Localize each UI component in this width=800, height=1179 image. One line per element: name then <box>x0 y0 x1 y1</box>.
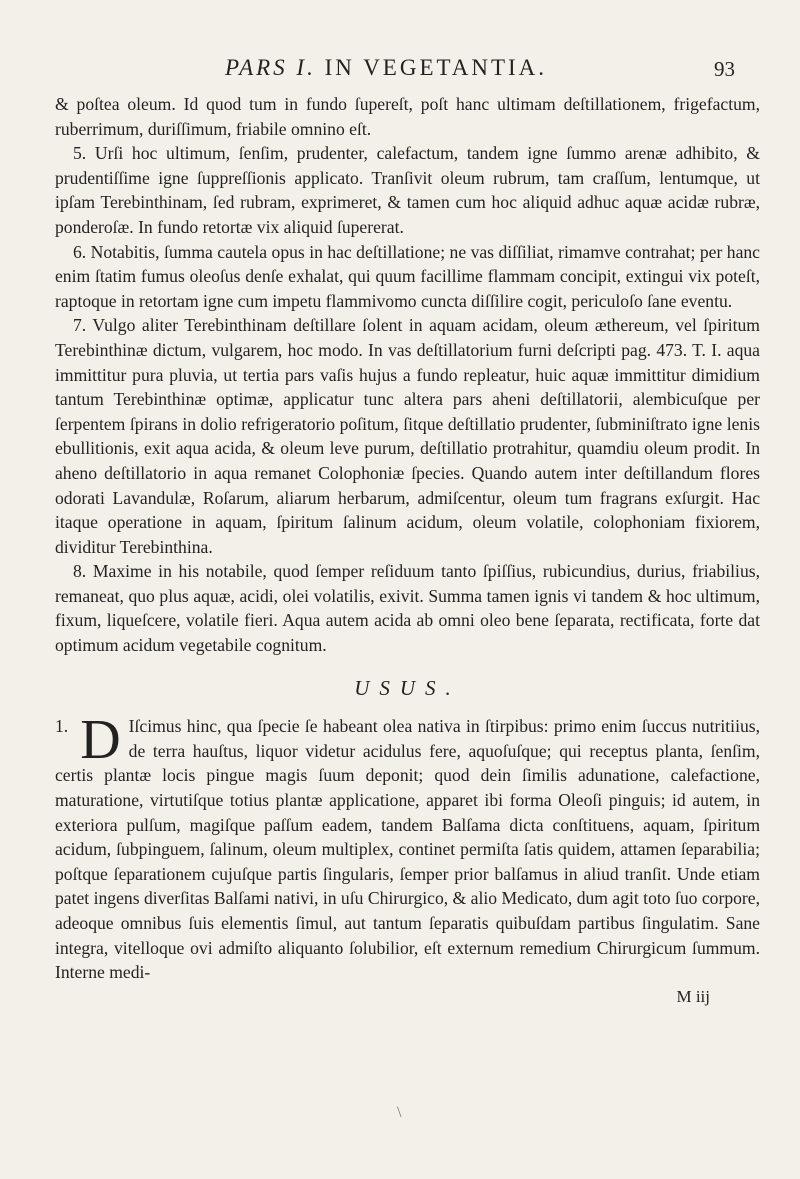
paragraph-6: 6. Notabitis, ſumma cautela opus in hac deſtillatione; ne vas diſſiliat, rimamve contrahat; per hanc enim ſtatim fumus oleoſus denſe exhalat, qui quum facillime flammam concipit, extingui vix poteſt, raptoque in retortam igne cum impetu flammivomo cuncta diſſilire cogit, periculoſo ſane eventu. <box>55 241 760 311</box>
usus-paragraph-text: Iſcimus hinc, qua ſpecie ſe habeant olea nativa in ſtirpibus: primo enim ſuccus nutritiius, de terra hauſtus, liquor videtur acidulus fere, aquoſuſque; qui receptus planta, ſenſim, certis plantæ locis pingue magis ſuum deponit; quod dein ſimilis adunatione, calefactione, maturatione, virtutiſque totius plantæ applicatione, apparet ibi forma Oleoſi pinguis; id autem, in exteriora pulſum, magiſque paſſum eadem, tandem Balſama dicta conſtituens, aquam, ſpiritum acidum, ſubpinguem, ſalinum, oleum multiplex, continet permiſta ſatis quidem, attamen ſeparabilia; poſtque ſeparationem cujuſque partis ſingularis, ſemper prior balſamus in aliud tranſit. Unde etiam patet ingens diverſitas Balſami nativi, in uſu Chirurgico, & alio Medicato, dum agit toto ſuo corpore, adeoque omnibus ſuis elementis ſimul, aut tantum ſeparatis quibuſdam partibus ſingulatim. Sane integra, vitelloque ovi admiſto aliquanto ſolubilior, eſt externum remedium Chirurgicum ſummum. Interne medi- <box>55 716 760 983</box>
page-number: 93 <box>714 57 735 81</box>
stray-mark: \ <box>397 1104 402 1121</box>
usus-paragraph-number: 1. <box>55 716 69 737</box>
paragraph-7: 7. Vulgo aliter Terebinthinam deſtillare ſolent in aquam acidam, oleum æthereum, vel ſpiritum Terebinthinæ dictum, vulgarem, hoc modo. In vas deſtillatorium furni deſcripti pag. 473. T. I. aqua immittitur pura pluvia, ut tertia pars vaſis hujus a fundo repleatur, huic aquæ immittitur dimidium tantum Terebinthinæ optimæ, applicatur tunc altera pars aheni deſtillatorii, alembicuſque per ſerpentem ſpirans in dolio refrigeratorio poſitum, ſitque deſtillatio prudenter, ſubminiſtrato igne lenis ebullitionis, exit aqua acida, & oleum leve purum, deſtillatio protrahitur, quamdiu oleum prodit. In aheno deſtillatorio in aqua remanet Colophoniæ ſpecies. Quando autem inter deſtillandum flores odorati Lavandulæ, Roſarum, aliarum herbarum, admiſcentur, oleum tum fragrans exſurgit. Hac itaque operatione in aquam, ſpiritum ſalinum acidum, oleum volatile, colophoniam fixiorem, dividitur Terebinthina. <box>55 315 760 557</box>
paragraph-8: 8. Maxime in his notabile, quod ſemper reſiduum tanto ſpiſſius, rubicundius, durius, friabilius, remaneat, quo plus aquæ, acidi, olei volatilis, exivit. Summa tamen ignis vi tandem & hoc ultimum, fixum, liqueſcere, volatile fieri. Aqua autem acida ab omni oleo bene ſeparata, rectificata, forte dat optimum acidum vegetabile cognitum. <box>55 561 760 656</box>
drop-cap: D <box>80 709 121 772</box>
body-text <box>55 92 760 1009</box>
paragraph-continued: & poſtea oleum. Id quod tum in fundo ſupereſt, poſt hanc ultimam deſtillationem, frigefactum, ruberrimum, duriſſimum, friabile omnino eſt. <box>55 94 760 139</box>
paragraph-5: 5. Urſi hoc ultimum, ſenſim, prudenter, calefactum, tandem igne ſummo arenæ adhibito, & prudentiſſime igne ſuppreſſionis applicato. Tranſivit oleum rubrum, tam craſſum, lentumque, ut ipſam Terebinthinam, ſed rubram, exprimeret, & tamen cum hoc aliquid adhuc aquæ acidæ rubræ, ponderoſæ. In fundo retortæ vix aliquid ſupererat. <box>55 143 760 237</box>
usus-paragraph-1 <box>55 709 760 985</box>
running-title <box>225 55 547 81</box>
running-header <box>0 55 800 91</box>
running-title-rest: IN VEGETANTIA. <box>315 55 548 80</box>
running-title-pars: PARS I. <box>225 55 316 80</box>
section-heading-usus: USUS. <box>354 675 461 700</box>
signature-mark: M iij <box>676 986 710 1006</box>
